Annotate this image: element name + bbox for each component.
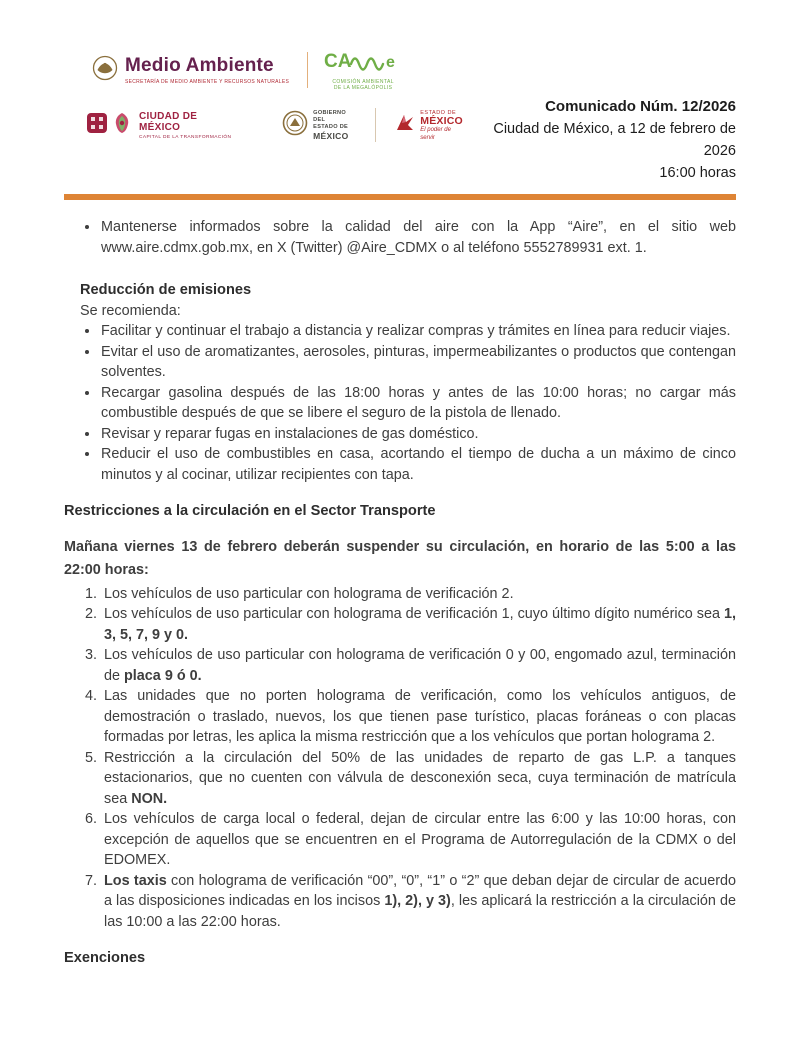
list-item: 7. Los taxis con holograma de verificación “00”, “0”, “1” o “2” que deban dejar de circular de acuerdo a las disposiciones indicadas en los incisos 1), 2), y 3), les aplicará la restricción a la circulación de las 10:00 a las 22:00 horas.	[101, 871, 736, 933]
air-quality-info-list	[64, 217, 736, 258]
medio-ambiente-text	[125, 55, 289, 85]
list-item: • Recargar gasolina después de las 18:00 horas y antes de las 10:00 horas; no cargar más combustible después de que se libere el seguro de la pistola de llenado.	[100, 383, 736, 424]
svg-text:e: e	[386, 54, 395, 71]
list-item: 6. Los vehículos de carga local o federal, dejan de circular entre las 6:00 y las 10:00 horas, con excepción de aquellos que se encuentren en el Programa de Autorregulación de la CDMX o del EDOMEX.	[101, 809, 736, 871]
cdmx-crest-icon	[86, 112, 108, 139]
came-caption-line2: DE LA MEGALÓPOLIS	[333, 85, 393, 91]
section-heading-restricciones: Restricciones a la circulación en el Sector Transporte	[64, 503, 436, 519]
came-caption-line1: COMISIÓN AMBIENTAL	[332, 79, 394, 85]
gobierno-edomex-logo	[282, 110, 357, 141]
edomex-line1: ESTADO DE	[420, 109, 457, 116]
gobierno-edomex-line2: ESTADO DE	[313, 123, 349, 130]
gobierno-edomex-text	[313, 110, 357, 141]
comunicado-time: 16:00 horas	[659, 165, 736, 181]
list-item: • Mantenerse informados sobre la calidad del aire con la App “Aire”, en el sitio web www.aire.cdmx.gob.mx, en X (Twitter) @Aire_CDMX o al teléfono 5552789931 ext. 1.	[100, 217, 736, 258]
medio-ambiente-title: Medio Ambiente	[125, 55, 274, 76]
edomex-line2: MÉXICO	[420, 114, 463, 127]
came-caption	[332, 79, 394, 91]
list-item: • Evitar el uso de aromatizantes, aerosoles, pinturas, impermeabilizantes o productos que contengan solventes.	[100, 342, 736, 383]
list-item: 5. Restricción a la circulación del 50% de las unidades de reparto de gas L.P. a tanques estacionarios, que no cuenten con válvula de desconexión seca, cuya terminación de matrícula sea NON.	[101, 748, 736, 810]
cdmx-subtitle: CAPITAL DE LA TRANSFORMACIÓN	[139, 134, 232, 140]
comunicado-place-date: Ciudad de México, a 12 de febrero de 2026	[493, 121, 736, 159]
logo-divider	[375, 108, 376, 142]
restricciones-items-list	[64, 584, 736, 933]
gobierno-edomex-line3: MÉXICO	[313, 130, 349, 141]
reduccion-intro: Se recomienda:	[80, 302, 181, 319]
came-wave-icon	[324, 49, 402, 78]
list-item: • Facilitar y continuar el trabajo a distancia y realizar compras y trámites en línea para reducir viajes.	[100, 321, 736, 342]
cdmx-logo	[86, 111, 236, 140]
comunicado-header	[465, 96, 736, 184]
edomex-text	[420, 109, 464, 142]
cdmx-title: CIUDAD DE MÉXICO	[139, 110, 198, 133]
comunicado-number: Comunicado Núm. 12/2026	[545, 98, 736, 115]
document-header	[0, 46, 800, 184]
svg-text:CA: CA	[324, 51, 352, 72]
came-logo	[324, 49, 402, 91]
list-item: • Reducir el uso de combustibles en casa, acortando el tiempo de ducha a un máximo de cinco minutos y al cocinar, utilizar recipientes con tapa.	[100, 444, 736, 485]
edomex-logo	[394, 109, 464, 142]
accent-rule	[64, 194, 736, 200]
list-item: • Revisar y reparar fugas en instalaciones de gas doméstico.	[100, 424, 736, 445]
gobierno-edomex-line1: GOBIERNO DEL	[313, 109, 347, 123]
document-body	[0, 217, 800, 969]
medio-ambiente-logo	[92, 55, 289, 86]
list-item: 4. Las unidades que no porten holograma de verificación, como los vehículos antiguos, de demostración o traslado, nuevos, los que tienen pase turístico, placas foráneas o con placas formadas por letras, les aplica la misma restricción que a los vehículos que portan holograma 2.	[101, 686, 736, 748]
edomex-seal-icon	[282, 110, 308, 141]
local-governments-logos	[86, 108, 465, 142]
section-restricciones-transporte	[64, 501, 736, 932]
header-divider	[307, 52, 308, 88]
federal-logo-row	[92, 46, 736, 94]
restricciones-schedule-intro: Mañana viernes 13 de febrero deberán suspender su circulación, en horario de las 5:00 a las 22:00 horas:	[64, 538, 736, 578]
local-logo-row	[64, 98, 736, 184]
edomex-bird-icon	[394, 111, 416, 140]
section-reduccion-emisiones	[64, 280, 736, 485]
cdmx-emblem-icon	[113, 111, 131, 140]
cdmx-text	[139, 111, 236, 140]
semarnat-eagle-seal-icon	[92, 55, 118, 86]
section-heading-reduccion: Reducción de emisiones	[80, 282, 252, 298]
section-heading-exenciones: Exenciones	[64, 950, 146, 966]
edomex-tagline: El poder de servir	[420, 126, 451, 141]
list-item: 2. Los vehículos de uso particular con holograma de verificación 1, cuyo último dígito numérico sea 1, 3, 5, 7, 9 y 0.	[101, 604, 736, 645]
reduccion-recommendations-list	[64, 321, 736, 485]
medio-ambiente-subtitle: SECRETARÍA DE MEDIO AMBIENTE Y RECURSOS NATURALES	[125, 79, 290, 85]
list-item: 3. Los vehículos de uso particular con holograma de verificación 0 y 00, engomado azul, terminación de placa 9 ó 0.	[101, 645, 736, 686]
list-item: 1. Los vehículos de uso particular con holograma de verificación 2.	[101, 584, 736, 605]
